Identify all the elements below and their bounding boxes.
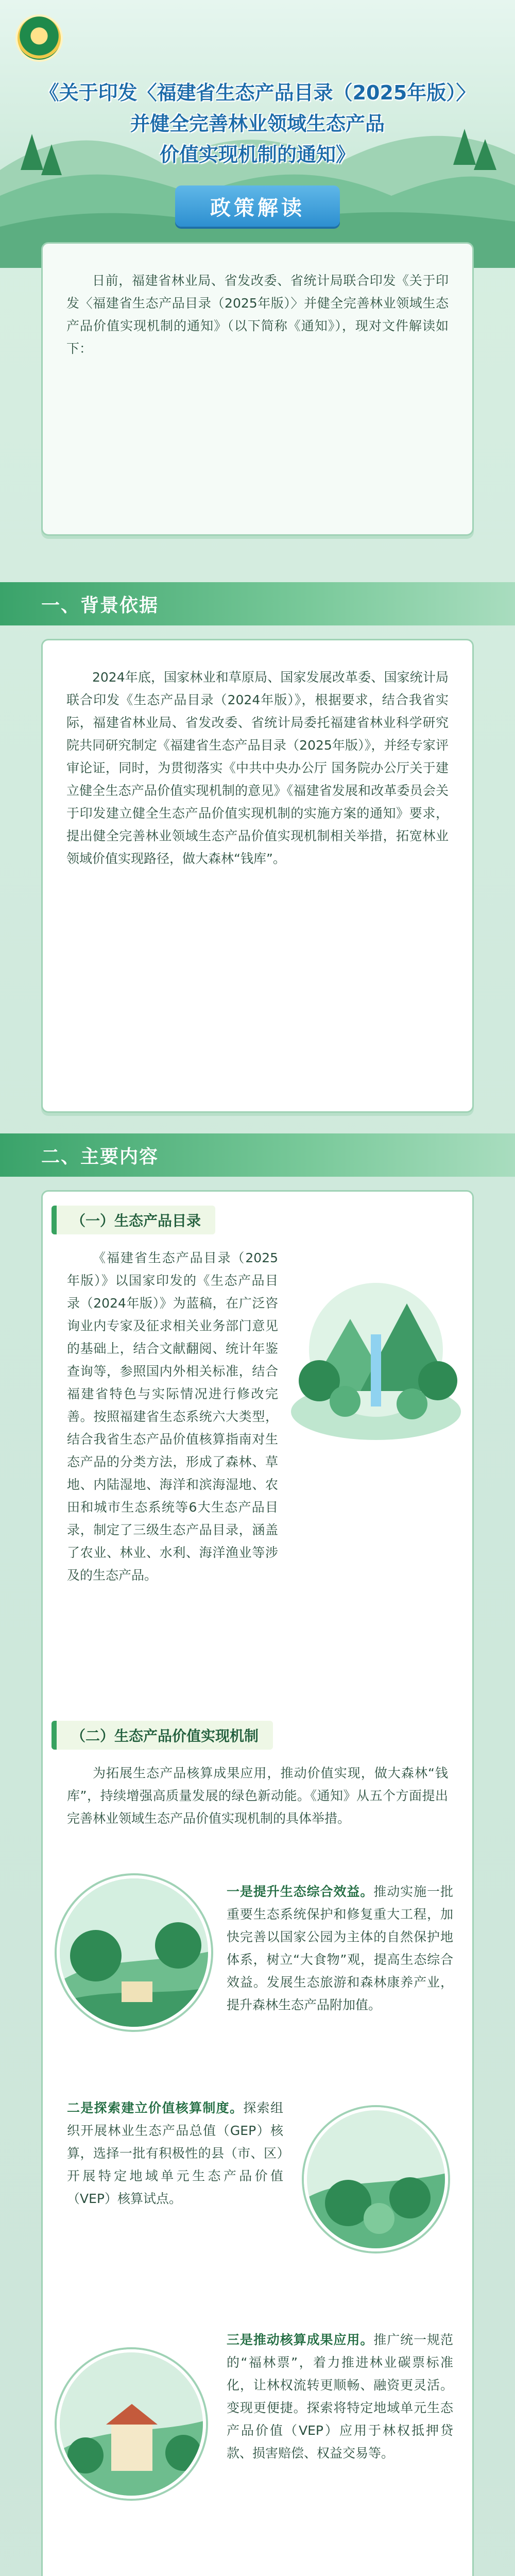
policy-interpretation-ribbon	[175, 185, 340, 227]
measure-1-text: 推动实施一批重要生态系统保护和修复重大工程，加快完善以国家公园为主体的自然保护地体系，树立“大食物”观，提高生态综合效益。发展生态旅游和森林康养产业，提升森林生态产品附加值。	[227, 1884, 453, 2012]
section-1-title: 一、背景依据	[41, 595, 159, 616]
section-1-text: 2024年底，国家林业和草原局、国家发展改革委、国家统计局联合印发《生态产品目录（2024年版）》，根据要求，结合我省实际，福建省林业局、省发改委、省统计局委托福建省林业科学研究院共同研究制定《福建省生态产品目录（2025年版）》，并经专家评审论证，同时，为贯彻落实《中共中央办公厅 国务院办公厅关于建立健全生态产品价值实现机制的意见》《福建省发展和改革委员会关于印发建立健全生态产品价值实现机制的实施方案的通知》要求，提出健全完善林业领域生态产品价值实现机制相关举措，拓宽林业领域价值实现路径，做大森林“钱库”。	[66, 670, 449, 866]
measure-1-lead: 一是提升生态综合效益。	[227, 1884, 374, 1899]
subsection-2-intro-block	[67, 1762, 448, 1830]
title-line-1: 《关于印发〈福建省生态产品目录（2025年版）〉	[39, 81, 476, 104]
ecology-illustration-1	[57, 1875, 211, 2030]
subsection-1-header	[52, 1206, 215, 1234]
intro-text: 日前，福建省林业局、省发改委、省统计局联合印发《关于印发〈福建省生态产品目录（2025年版）〉并健全完善林业领域生态产品价值实现机制的通知》（以下简称《通知》），现对文件解读如下：	[66, 273, 449, 356]
subsection-1-title: （一）生态产品目录	[71, 1212, 201, 1229]
measure-2-lead: 二是探索建立价值核算制度。	[67, 2100, 244, 2115]
section-2-header	[0, 1133, 515, 1177]
section-2-title: 二、主要内容	[41, 1146, 159, 1167]
forestry-bureau-logo	[15, 14, 63, 62]
page-title	[31, 77, 484, 170]
title-line-3: 价值实现机制的通知》	[159, 143, 355, 166]
measure-item-3	[227, 2329, 453, 2465]
ribbon-label: 政策解读	[210, 196, 305, 220]
forest-waterfall-illustration	[288, 1257, 464, 1443]
subsection-1-text-top	[67, 1247, 278, 1587]
section-1-card	[41, 639, 474, 1113]
subsection-2-header	[52, 1721, 273, 1750]
section-1-header	[0, 582, 515, 625]
subsection-2-intro: 为拓展生态产品核算成果应用，推动价值实现，做大森林“钱库”，持续增强高质量发展的绿色新动能。《通知》从五个方面提出完善林业领域生态产品价值实现机制的具体举措。	[67, 1766, 448, 1826]
subsection-2-title: （二）生态产品价值实现机制	[71, 1727, 259, 1744]
title-line-2: 并健全完善林业领域生态产品	[130, 112, 385, 135]
measure-3-text: 推广统一规范的“福林票”，着力推进林业碳票标准化，让林权流转更顺畅、融资更灵活。变现更便捷。探索将特定地域单元生态产品价值（VEP）应用于林权抵押贷款、损害赔偿、权益交易等。	[227, 2332, 453, 2461]
ecology-illustration-2	[304, 2107, 448, 2251]
ecology-illustration-3	[57, 2349, 206, 2499]
intro-card	[41, 242, 474, 536]
measure-item-2	[67, 2097, 283, 2210]
measure-3-lead: 三是推动核算成果应用。	[227, 2332, 374, 2347]
measure-2-text: 探索组织开展林业生态产品总值（GEP）核算，选择一批有积极性的县（市、区）开展特定地域单元生态产品价值（VEP）核算试点。	[67, 2100, 283, 2206]
header-banner	[0, 0, 515, 268]
subsection-1-text: 《福建省生态产品目录（2025年版）》以国家印发的《生态产品目录（2024年版）》为蓝稿，在广泛咨询业内专家及征求相关业务部门意见的基础上，结合文献翻阅、统计年鉴查询等，参照国内外相关标准，结合福建省特色与实际情况进行修改完善。按照福建省生态系统六大类型，结合我省生态产品价值核算指南对生态产品的分类方法，形成了森林、草地、内陆湿地、海洋和滨海湿地、农田和城市生态系统等6大生态产品目录，制定了三级生态产品目录，涵盖了农业、林业、水利、海洋渔业等涉及的生态产品。	[67, 1250, 278, 1583]
measure-item-1	[227, 1880, 453, 2016]
